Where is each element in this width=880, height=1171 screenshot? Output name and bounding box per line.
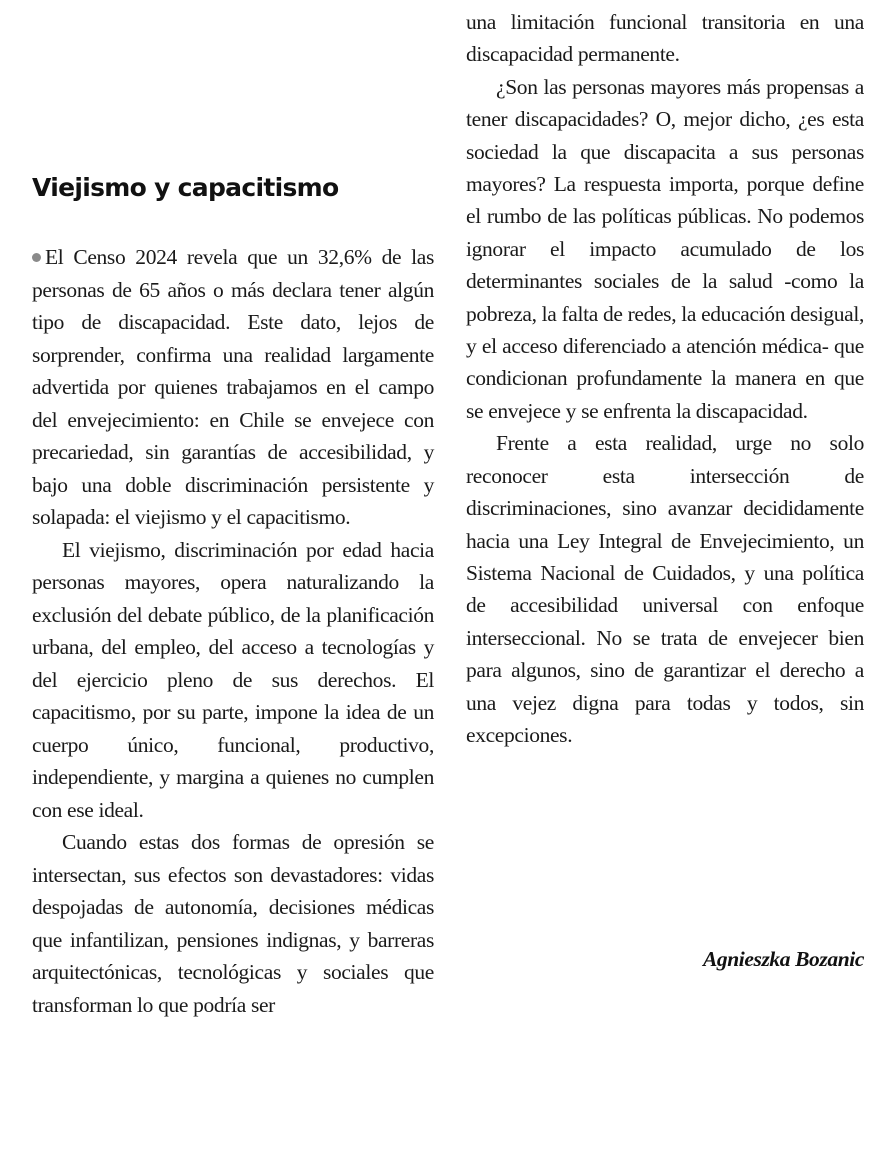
paragraph-1-text: El Censo 2024 revela que un 32,6% de las personas de 65 años o más declara tener algún tipo de discapacidad. Este dato, lejos de sorprender, confirma una realidad largamente advertida por quienes trabajamos en el campo del envejecimiento: en Chile se envejece con precariedad, sin garantías de accesibilidad, y bajo una doble discriminación persistente y solapada: el viejismo y el capacitismo. [32, 245, 434, 529]
paragraph-3: Cuando estas dos formas de opresión se intersectan, sus efectos son devastadores: vidas despojadas de autonomía, decisiones médicas que infantilizan, pensiones indignas, y barreras arquitectónicas, tecnológicas y sociales que transforman lo que podría ser [32, 830, 434, 1017]
right-column [466, 6, 864, 751]
paragraph-5: Frente a esta realidad, urge no solo reconocer esta intersección de discriminaciones, sino avanzar decididamente hacia una Ley Integral de Envejecimiento, un Sistema Nacional de Cuidados, y una política de accesibilidad universal con enfoque interseccional. No se trata de envejecer bien para algunos, sino de garantizar el derecho a una vejez digna para todas y todos, sin excepciones. [466, 431, 864, 747]
article-headline: Viejismo y capacitismo [32, 173, 339, 202]
paragraph-3-continued: una limitación funcional transitoria en una discapacidad permanente. [466, 10, 864, 67]
paragraph-4: ¿Son las personas mayores más propensas a tener discapacidades? O, mejor dicho, ¿es esta sociedad la que discapacita a sus personas mayores? La respuesta importa, porque define el rumbo de las políticas públicas. No podemos ignorar el impacto acumulado de los determinantes sociales de la salud -como la pobreza, la falta de redes, la educación desigual, y el acceso diferenciado a atención médica- que condicionan profundamente la manera en que se envejece y se enfrenta la discapacidad. [466, 74, 864, 423]
bullet-dot-icon [32, 253, 41, 262]
author-signature: Agnieszka Bozanic [702, 947, 864, 971]
paragraph-1 [32, 241, 434, 534]
paragraph-2: El viejismo, discriminación por edad hacia personas mayores, opera naturalizando la exclusión del debate público, de la planificación urbana, del empleo, del acceso a tecnologías y del ejercicio pleno de sus derechos. El capacitismo, por su parte, impone la idea de un cuerpo único, funcional, productivo, independiente, y margina a quienes no cumplen con ese ideal. [32, 537, 434, 822]
left-column [32, 241, 434, 1021]
